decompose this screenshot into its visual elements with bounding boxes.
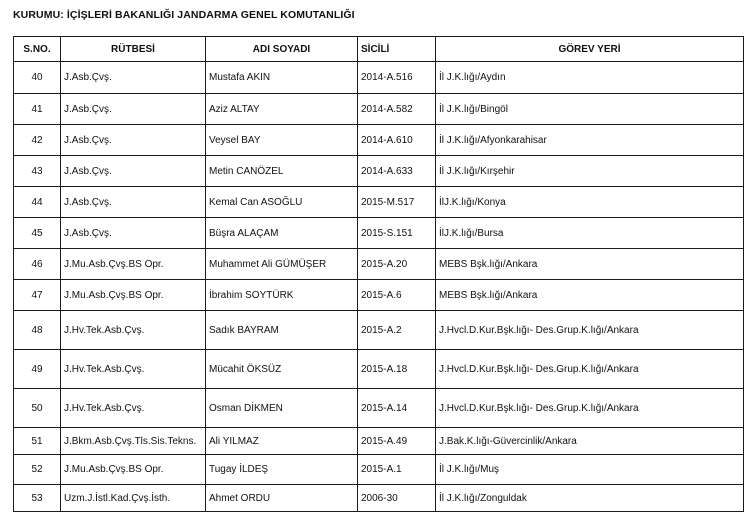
- cell-adi-soyadi: Ahmet ORDU: [206, 485, 358, 512]
- cell-sno: 50: [14, 389, 61, 428]
- column-header-adi-soyadi: ADI SOYADI: [206, 37, 358, 62]
- cell-rutbe: J.Bkm.Asb.Çvş.Tls.Sis.Tekns.: [61, 428, 206, 455]
- cell-sicil: 2014-A.582: [358, 94, 436, 125]
- cell-adi-soyadi: Muhammet Ali GÜMÜŞER: [206, 249, 358, 280]
- cell-sicil: 2014-A.516: [358, 62, 436, 94]
- column-header-rutbe: RÜTBESİ: [61, 37, 206, 62]
- table-row: [14, 94, 744, 125]
- table-row: [14, 280, 744, 311]
- cell-sicil: 2014-A.610: [358, 125, 436, 156]
- cell-gorev-yeri: İl J.K.lığı/Zonguldak: [436, 485, 744, 512]
- table-row: [14, 389, 744, 428]
- cell-adi-soyadi: Osman DİKMEN: [206, 389, 358, 428]
- cell-sno: 44: [14, 187, 61, 218]
- table-header-row: [14, 37, 744, 62]
- cell-gorev-yeri: MEBS Bşk.lığı/Ankara: [436, 249, 744, 280]
- cell-sno: 52: [14, 455, 61, 485]
- table-row: [14, 187, 744, 218]
- cell-sicil: 2015-A.6: [358, 280, 436, 311]
- cell-gorev-yeri: J.Hvcl.D.Kur.Bşk.lığı- Des.Grup.K.lığı/Ankara: [436, 389, 744, 428]
- cell-sno: 46: [14, 249, 61, 280]
- cell-adi-soyadi: Büşra ALAÇAM: [206, 218, 358, 249]
- cell-sno: 53: [14, 485, 61, 512]
- document-heading-kurum: KURUMU: İÇİŞLERİ BAKANLIĞI JANDARMA GENEL KOMUTANLIĞI: [13, 9, 355, 21]
- cell-adi-soyadi: Metin CANÖZEL: [206, 156, 358, 187]
- table-row: [14, 62, 744, 94]
- cell-rutbe: J.Mu.Asb.Çvş.BS Opr.: [61, 280, 206, 311]
- cell-gorev-yeri: İl J.K.lığı/Muş: [436, 455, 744, 485]
- cell-rutbe: Uzm.J.İstl.Kad.Çvş.İsth.: [61, 485, 206, 512]
- table-row: [14, 455, 744, 485]
- cell-adi-soyadi: Veysel BAY: [206, 125, 358, 156]
- cell-sno: 47: [14, 280, 61, 311]
- cell-sno: 49: [14, 350, 61, 389]
- column-header-sicil: SİCİLİ: [358, 37, 436, 62]
- cell-gorev-yeri: J.Bak.K.lığı-Güvercinlik/Ankara: [436, 428, 744, 455]
- cell-sicil: 2006-30: [358, 485, 436, 512]
- cell-sicil: 2015-A.14: [358, 389, 436, 428]
- table-row: [14, 218, 744, 249]
- cell-sicil: 2015-A.49: [358, 428, 436, 455]
- cell-adi-soyadi: Ali YILMAZ: [206, 428, 358, 455]
- cell-sicil: 2015-A.20: [358, 249, 436, 280]
- cell-sno: 42: [14, 125, 61, 156]
- column-header-gorev-yeri: GÖREV YERİ: [436, 37, 744, 62]
- cell-adi-soyadi: Mücahit ÖKSÜZ: [206, 350, 358, 389]
- cell-gorev-yeri: MEBS Bşk.lığı/Ankara: [436, 280, 744, 311]
- column-header-sno: S.NO.: [14, 37, 61, 62]
- cell-gorev-yeri: J.Hvcl.D.Kur.Bşk.lığı- Des.Grup.K.lığı/Ankara: [436, 350, 744, 389]
- personnel-table: [13, 36, 744, 512]
- cell-sno: 45: [14, 218, 61, 249]
- table-row: [14, 249, 744, 280]
- cell-rutbe: J.Asb.Çvş.: [61, 187, 206, 218]
- cell-adi-soyadi: Mustafa AKIN: [206, 62, 358, 94]
- cell-rutbe: J.Hv.Tek.Asb.Çvş.: [61, 311, 206, 350]
- cell-gorev-yeri: İlJ.K.lığı/Konya: [436, 187, 744, 218]
- cell-sicil: 2015-A.1: [358, 455, 436, 485]
- cell-rutbe: J.Mu.Asb.Çvş.BS Opr.: [61, 455, 206, 485]
- table-row: [14, 125, 744, 156]
- cell-rutbe: J.Hv.Tek.Asb.Çvş.: [61, 389, 206, 428]
- cell-rutbe: J.Hv.Tek.Asb.Çvş.: [61, 350, 206, 389]
- cell-rutbe: J.Asb.Çvş.: [61, 94, 206, 125]
- cell-rutbe: J.Asb.Çvş.: [61, 156, 206, 187]
- cell-rutbe: J.Asb.Çvş.: [61, 125, 206, 156]
- cell-sicil: 2015-A.2: [358, 311, 436, 350]
- table-row: [14, 428, 744, 455]
- cell-adi-soyadi: İbrahim SOYTÜRK: [206, 280, 358, 311]
- cell-sno: 40: [14, 62, 61, 94]
- cell-sno: 43: [14, 156, 61, 187]
- cell-adi-soyadi: Tugay İLDEŞ: [206, 455, 358, 485]
- cell-adi-soyadi: Kemal Can ASOĞLU: [206, 187, 358, 218]
- cell-sicil: 2015-M.517: [358, 187, 436, 218]
- cell-sno: 51: [14, 428, 61, 455]
- cell-rutbe: J.Asb.Çvş.: [61, 62, 206, 94]
- table-row: [14, 156, 744, 187]
- cell-adi-soyadi: Sadık BAYRAM: [206, 311, 358, 350]
- table-row: [14, 311, 744, 350]
- cell-rutbe: J.Asb.Çvş.: [61, 218, 206, 249]
- table-row: [14, 350, 744, 389]
- cell-sicil: 2014-A.633: [358, 156, 436, 187]
- cell-gorev-yeri: J.Hvcl.D.Kur.Bşk.lığı- Des.Grup.K.lığı/Ankara: [436, 311, 744, 350]
- cell-gorev-yeri: İl J.K.lığı/Kırşehir: [436, 156, 744, 187]
- cell-gorev-yeri: İl J.K.lığı/Afyonkarahisar: [436, 125, 744, 156]
- cell-adi-soyadi: Aziz ALTAY: [206, 94, 358, 125]
- cell-sicil: 2015-S.151: [358, 218, 436, 249]
- cell-sicil: 2015-A.18: [358, 350, 436, 389]
- cell-gorev-yeri: İlJ.K.lığı/Bursa: [436, 218, 744, 249]
- table-row: [14, 485, 744, 512]
- cell-gorev-yeri: İl J.K.lığı/Aydın: [436, 62, 744, 94]
- cell-sno: 41: [14, 94, 61, 125]
- cell-gorev-yeri: İl J.K.lığı/Bingöl: [436, 94, 744, 125]
- cell-sno: 48: [14, 311, 61, 350]
- cell-rutbe: J.Mu.Asb.Çvş.BS Opr.: [61, 249, 206, 280]
